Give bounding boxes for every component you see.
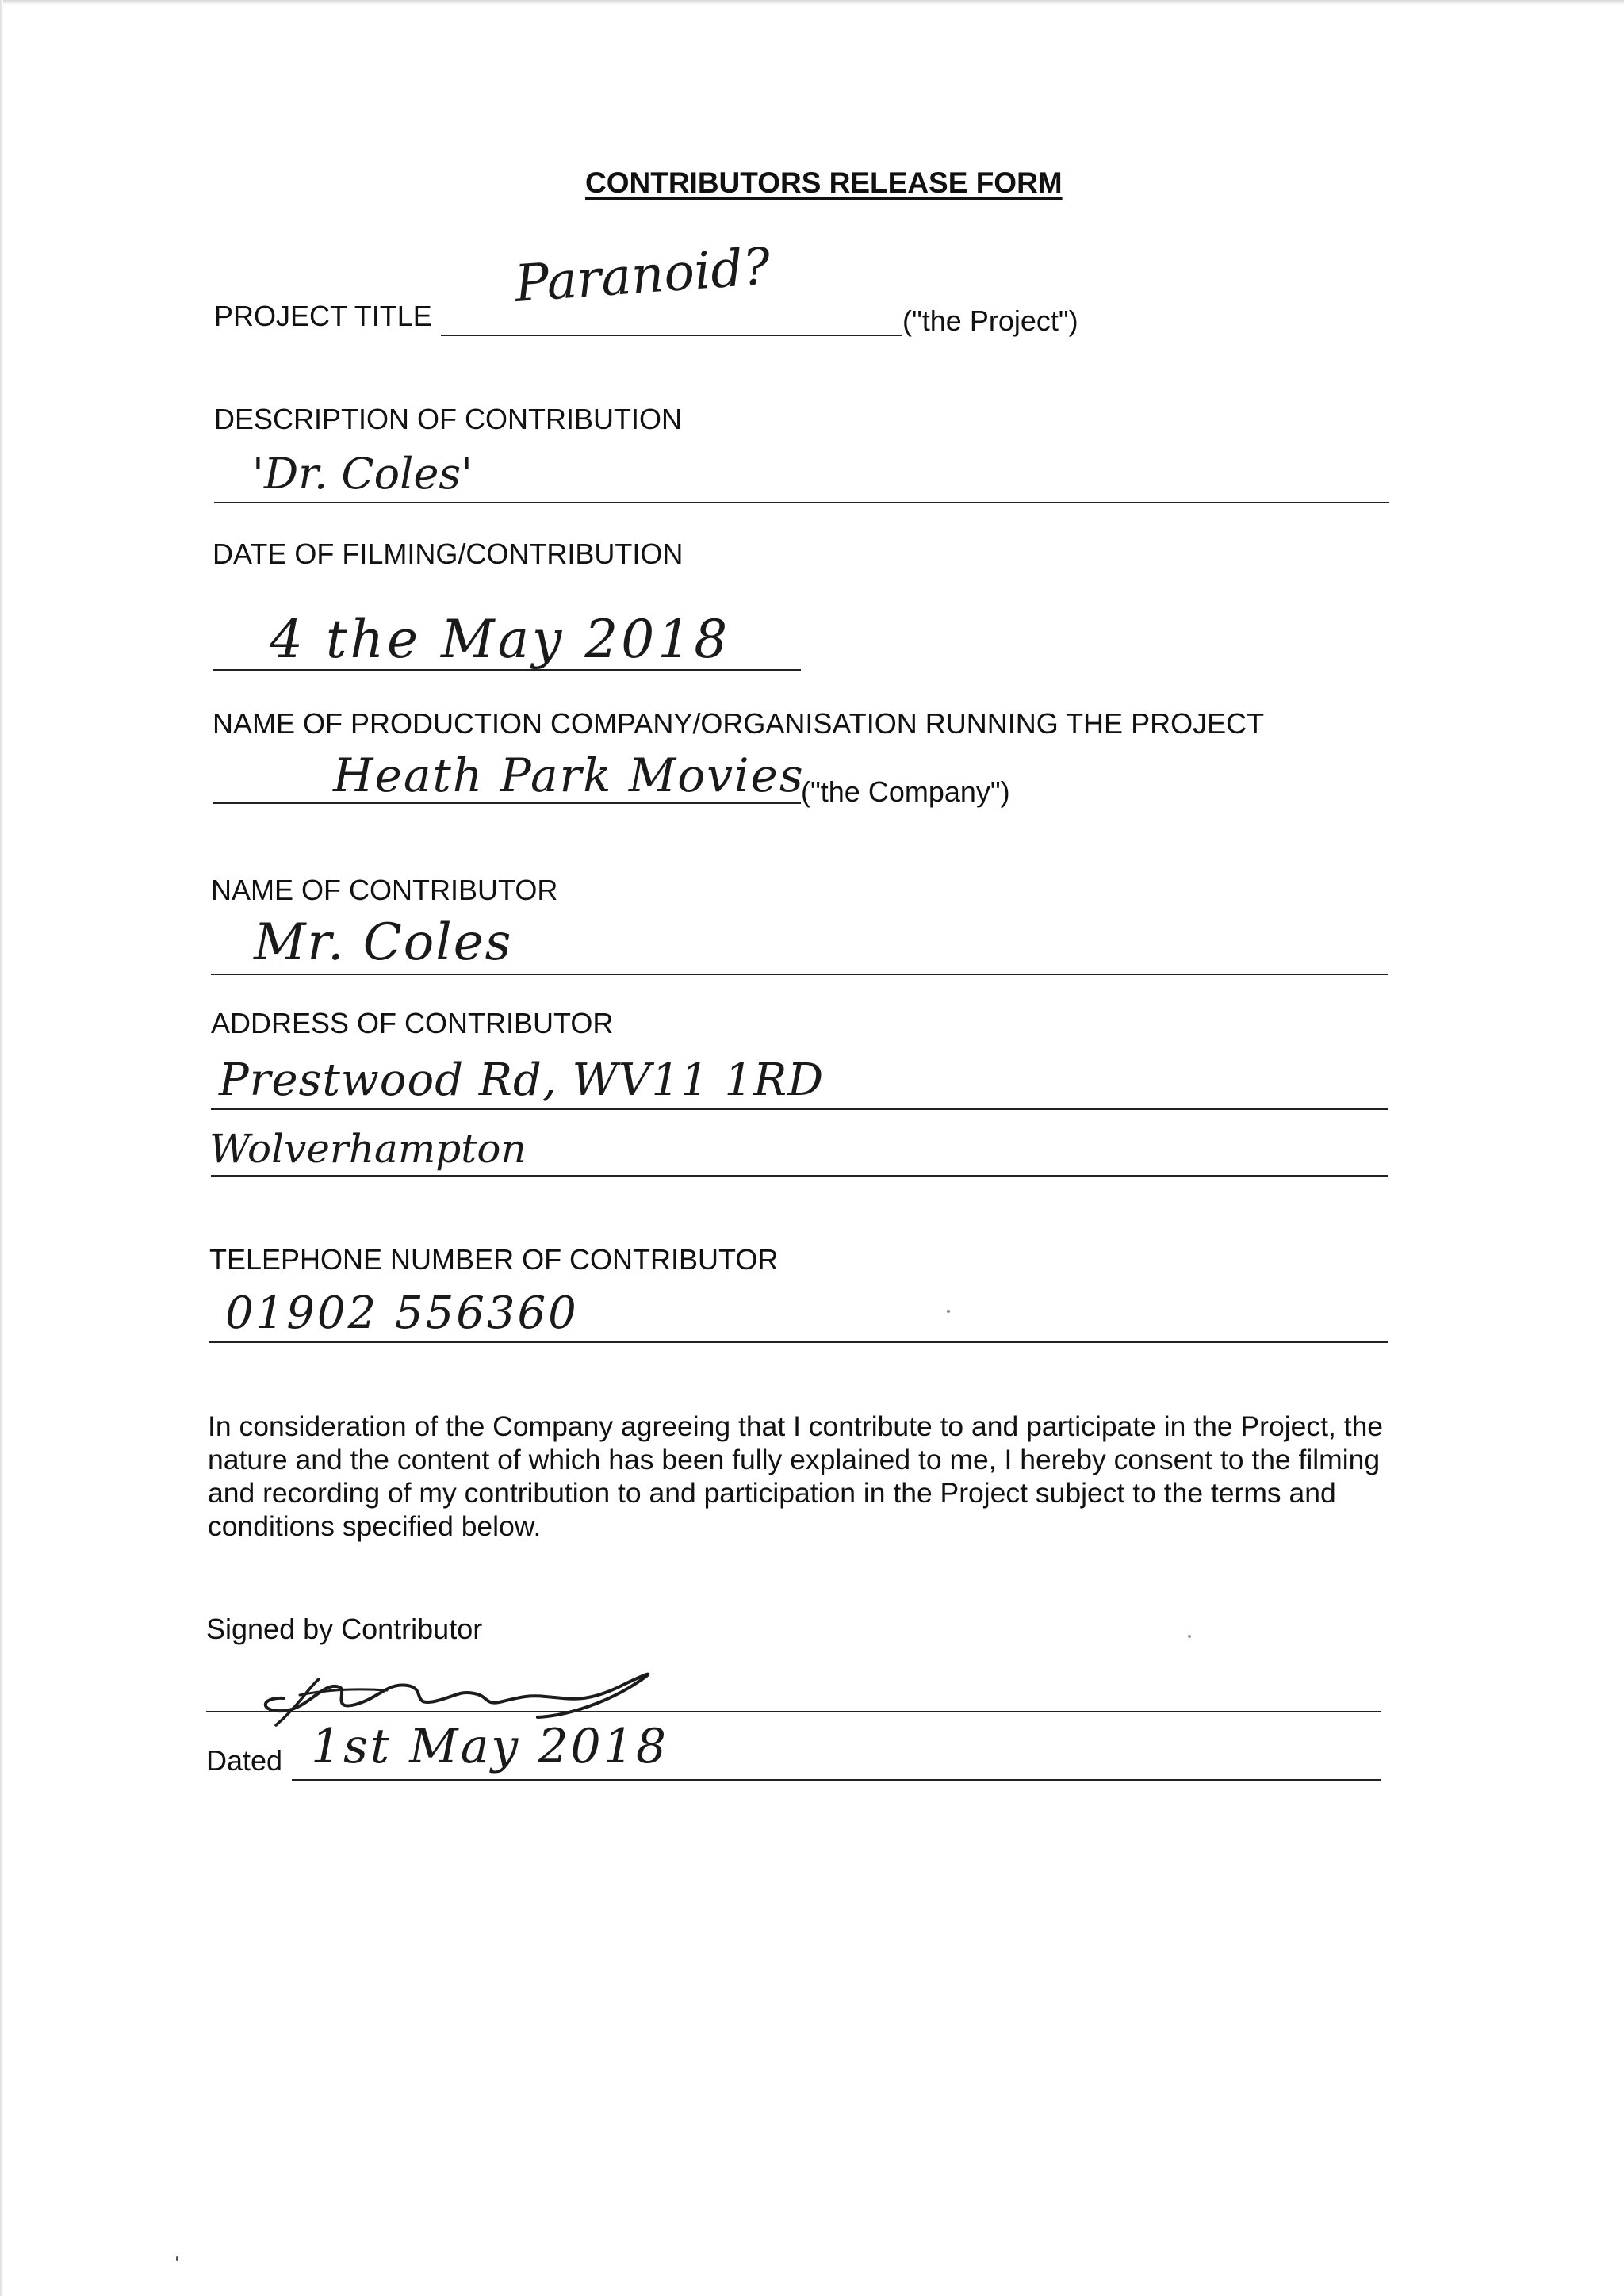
contributor-address-line1-rule [211,1108,1388,1110]
form-title: CONTRIBUTORS RELEASE FORM [585,166,1063,199]
description-label: DESCRIPTION OF CONTRIBUTION [214,403,683,435]
contributor-telephone-value[interactable]: 01902 556360 [225,1288,579,1339]
contributor-address-label: ADDRESS OF CONTRIBUTOR [211,1007,614,1039]
contributor-address-line2[interactable]: Wolverhampton [209,1126,527,1172]
production-company-suffix: ("the Company") [801,775,1010,808]
production-company-label: NAME OF PRODUCTION COMPANY/ORGANISATION RUNNING THE PROJECT [213,707,1265,740]
date-of-filming-label: DATE OF FILMING/CONTRIBUTION [213,538,684,570]
scan-speck [947,1310,950,1313]
dated-label: Dated [206,1744,283,1777]
consent-paragraph: In consideration of the Company agreeing that I contribute to and participate in the Project, the nature and the content of which has been fully explained to me, I hereby consent to the filming and recording of my contribution to and participation in the Project subject to the terms and conditions specified below. [208,1410,1384,1542]
signature-line [206,1711,1381,1712]
description-line [214,502,1389,503]
scan-speck [1188,1635,1191,1638]
production-company-line [213,802,801,804]
scan-edge-top [0,0,1624,5]
project-title-line [441,335,902,336]
date-of-filming-line [213,669,801,671]
project-title-value[interactable]: Paranoid? [512,237,772,314]
contributor-telephone-label: TELEPHONE NUMBER OF CONTRIBUTOR [209,1243,779,1276]
contributor-address-line1[interactable]: Prestwood Rd, WV11 1RD [219,1054,825,1106]
production-company-value[interactable]: Heath Park Movies [333,748,805,802]
scan-speck [176,2256,178,2261]
signed-by-label: Signed by Contributor [206,1613,483,1645]
date-of-filming-value[interactable]: 4 the May 2018 [270,609,731,670]
contributor-name-label: NAME OF CONTRIBUTOR [211,874,558,906]
contributor-name-value[interactable]: Mr. Coles [254,913,513,972]
contributor-telephone-line [209,1341,1388,1343]
contributor-name-line [211,974,1388,975]
scan-edge-left [0,0,3,2296]
dated-value[interactable]: 1st May 2018 [311,1719,669,1774]
project-title-suffix: ("the Project") [902,304,1078,337]
contributor-address-line2-rule [211,1175,1388,1177]
project-title-label: PROJECT TITLE [214,300,432,332]
dated-line [292,1779,1381,1781]
description-value[interactable]: 'Dr. Coles' [252,449,473,499]
